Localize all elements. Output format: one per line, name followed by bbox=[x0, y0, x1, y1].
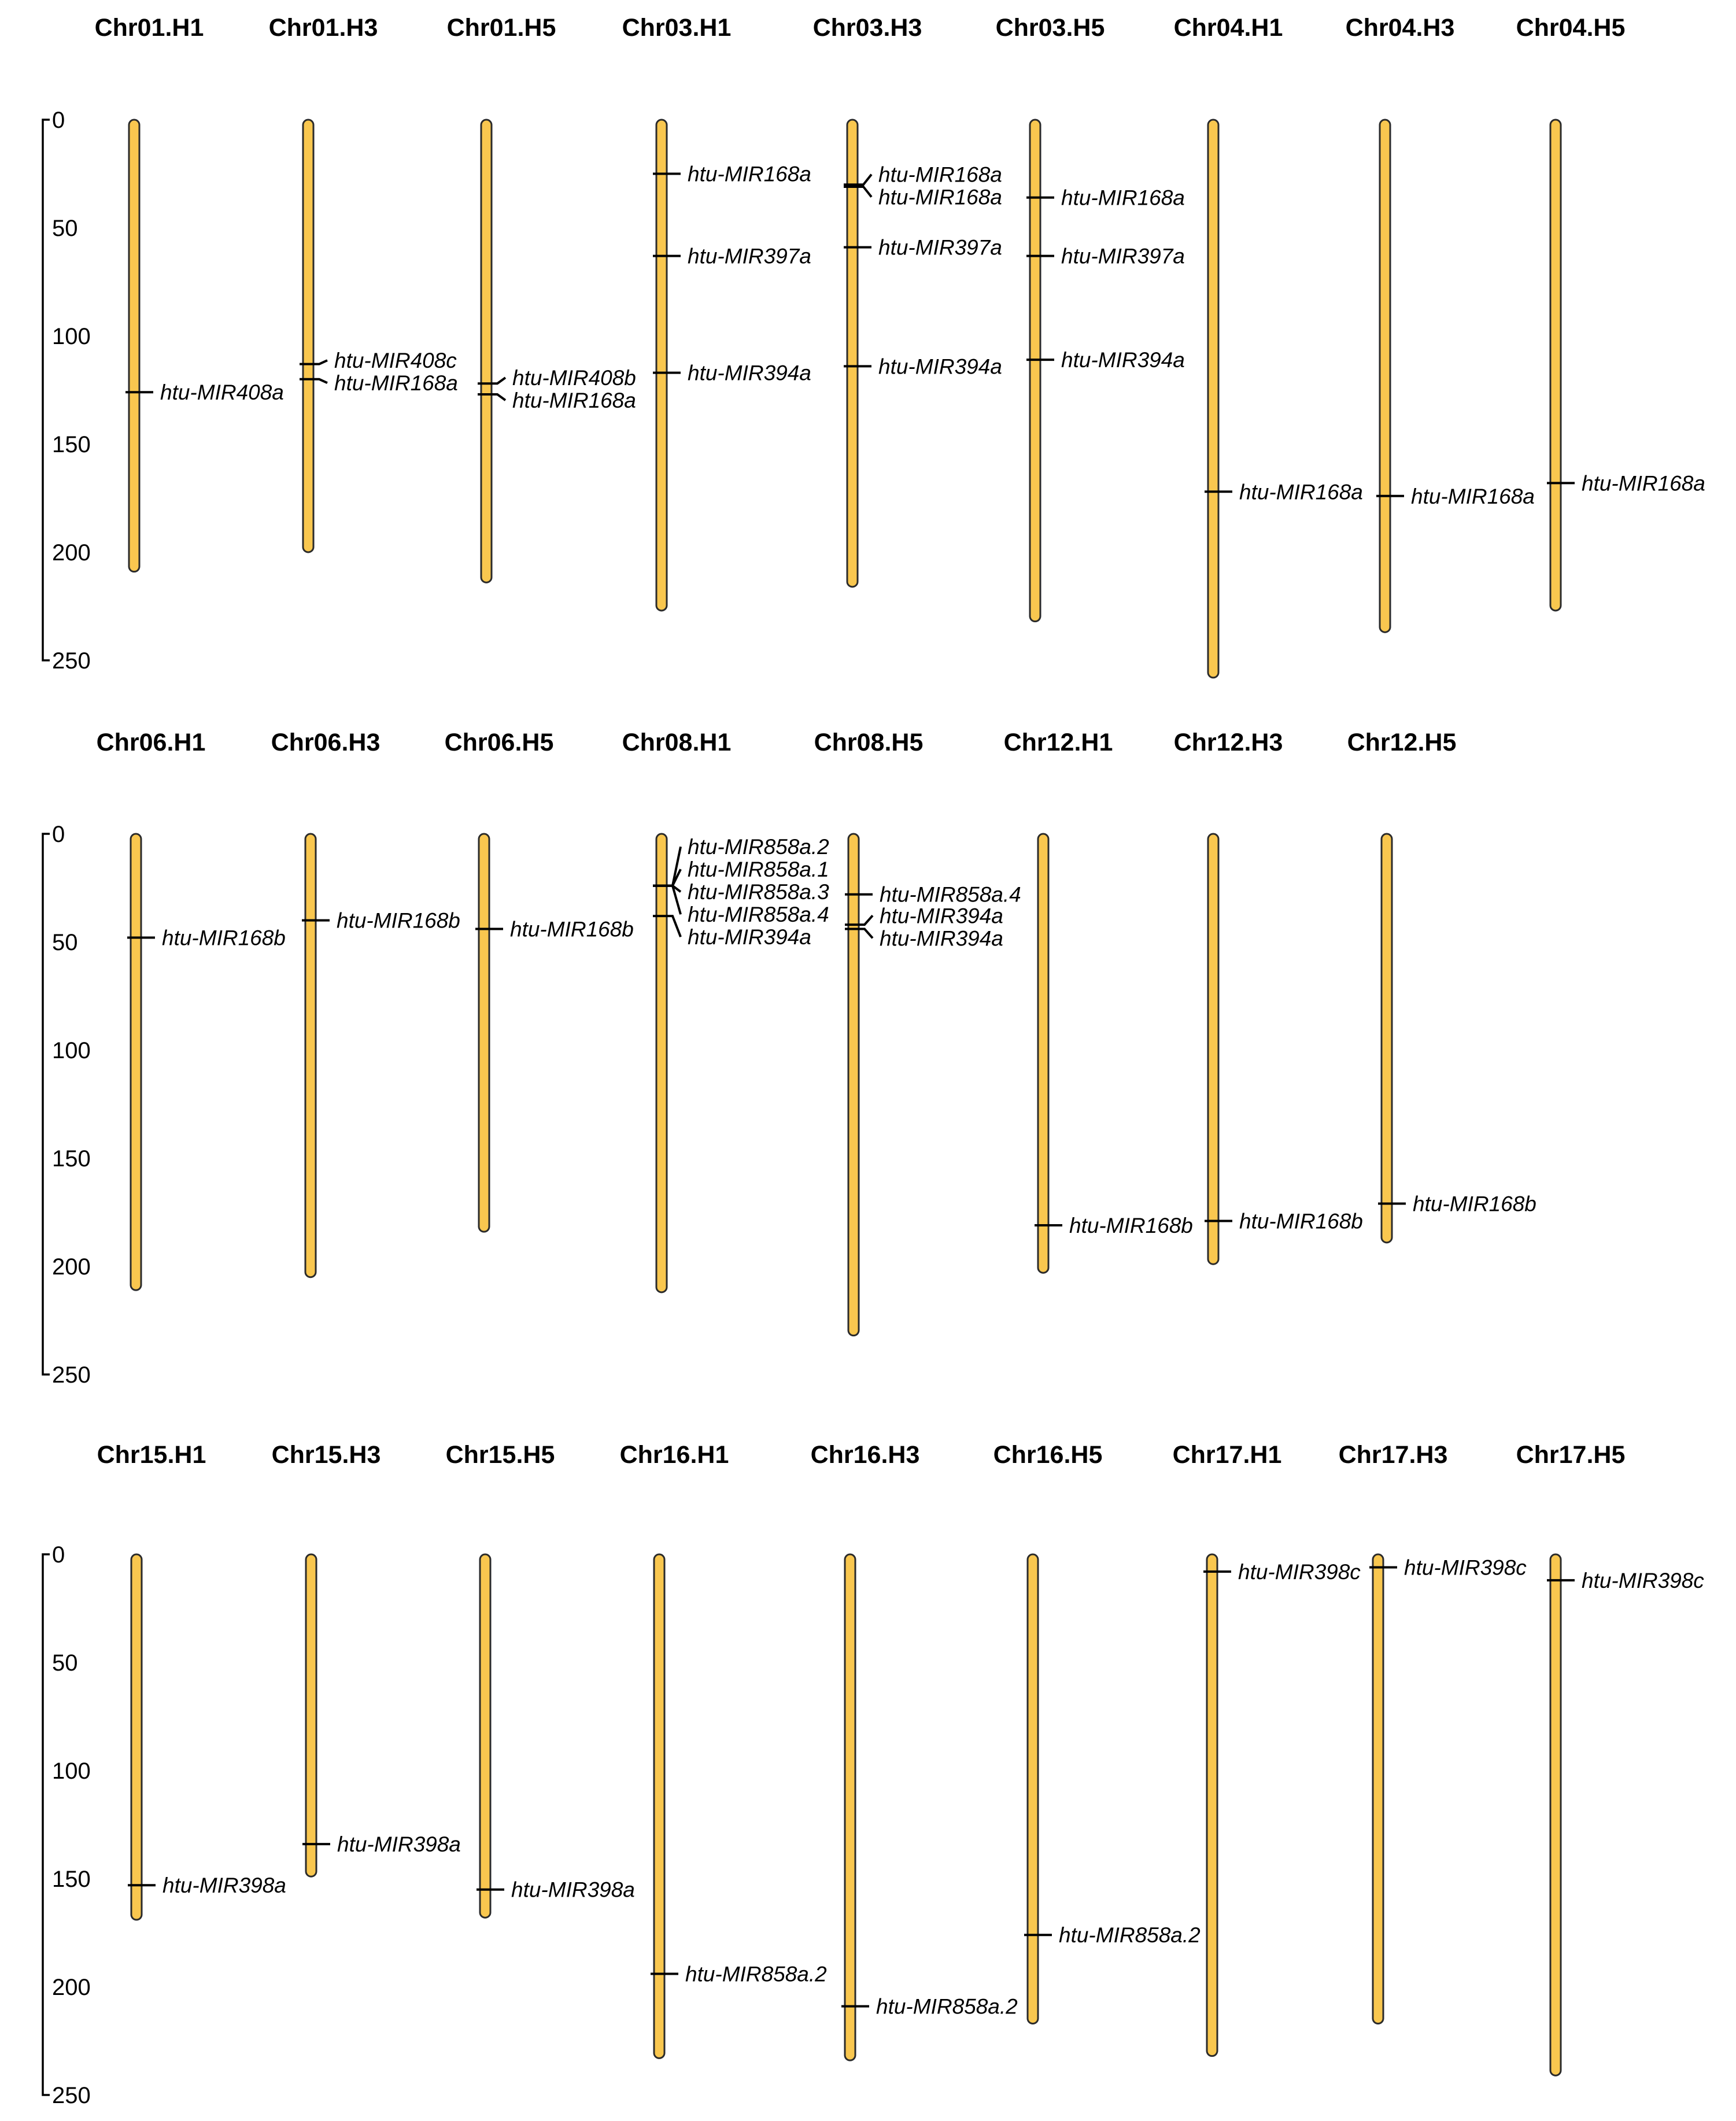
chromosome-Chr06.H1 bbox=[97, 729, 286, 1290]
chromosome-title: Chr15.H3 bbox=[271, 1441, 381, 1469]
chromosome-title: Chr15.H5 bbox=[445, 1441, 555, 1469]
chromosome-bar bbox=[1208, 120, 1218, 678]
chromosome-Chr15.H5 bbox=[446, 1441, 635, 1917]
gene-label: htu-MIR168a bbox=[688, 162, 811, 186]
chromosome-bar bbox=[306, 1554, 316, 1876]
chromosome-bar bbox=[847, 120, 858, 587]
gene-label: htu-MIR397a bbox=[878, 235, 1002, 260]
gene-label: htu-MIR397a bbox=[1061, 244, 1185, 268]
gene-label: htu-MIR394a bbox=[688, 361, 811, 385]
chromosome-Chr12.H1 bbox=[1004, 729, 1193, 1273]
gene-label: htu-MIR858a.2 bbox=[1059, 1923, 1201, 1948]
chromosome-title: Chr12.H3 bbox=[1173, 729, 1283, 756]
y-axis-tick-label: 50 bbox=[52, 1650, 78, 1676]
gene-label: htu-MIR168a bbox=[334, 371, 458, 396]
chromosome-Chr16.H5 bbox=[993, 1441, 1201, 2024]
y-axis-tick-label: 200 bbox=[52, 540, 91, 566]
chromosome-Chr17.H5 bbox=[1516, 1441, 1705, 2075]
chromosome-Chr04.H1 bbox=[1174, 14, 1363, 678]
chromosome-bar bbox=[1207, 1554, 1217, 2056]
y-axis-tick-label: 50 bbox=[52, 216, 78, 241]
gene-label: htu-MIR398a bbox=[337, 1832, 461, 1857]
chromosome-Chr04.H3 bbox=[1346, 14, 1535, 632]
gene-label: htu-MIR398c bbox=[1238, 1560, 1361, 1584]
chromosome-bar bbox=[131, 834, 141, 1290]
gene-label: htu-MIR394a bbox=[880, 904, 1003, 928]
chromosome-bar bbox=[1028, 1554, 1038, 2024]
y-axis-tick-label: 150 bbox=[52, 1146, 91, 1172]
gene-label: htu-MIR394a bbox=[878, 354, 1002, 379]
y-axis-tick-label: 250 bbox=[52, 648, 91, 674]
chromosome-Chr12.H3 bbox=[1174, 729, 1363, 1264]
gene-label: htu-MIR168a bbox=[1061, 186, 1185, 210]
chromosome-Chr01.H1 bbox=[95, 14, 284, 572]
chromosome-title: Chr06.H1 bbox=[96, 729, 206, 756]
chromosome-title: Chr08.H5 bbox=[814, 729, 924, 756]
chromosome-bar bbox=[303, 120, 313, 552]
chromosome-title: Chr01.H5 bbox=[446, 14, 556, 42]
chromosome-title: Chr17.H1 bbox=[1172, 1441, 1282, 1469]
chromosome-title: Chr04.H5 bbox=[1516, 14, 1626, 42]
chromosome-title: Chr08.H1 bbox=[622, 729, 732, 756]
y-axis-line bbox=[43, 834, 50, 1374]
gene-label: htu-MIR408b bbox=[512, 366, 636, 390]
chromosome-Chr15.H1 bbox=[97, 1441, 286, 1920]
chromosome-Chr01.H3 bbox=[269, 14, 458, 552]
gene-label: htu-MIR398a bbox=[511, 1878, 635, 1902]
y-axis-tick-label: 50 bbox=[52, 930, 78, 955]
gene-label: htu-MIR168a bbox=[1411, 484, 1535, 508]
chromosome-Chr01.H5 bbox=[447, 14, 636, 582]
gene-label: htu-MIR168a bbox=[1239, 480, 1363, 504]
chromosome-title: Chr16.H3 bbox=[810, 1441, 920, 1469]
chromosome-bar bbox=[1373, 1554, 1383, 2024]
chromosome-bar bbox=[654, 1554, 664, 2058]
chromosome-Chr16.H1 bbox=[620, 1441, 828, 2058]
gene-label: htu-MIR858a.2 bbox=[876, 1994, 1018, 2019]
y-axis-line bbox=[43, 1554, 50, 2095]
chromosome-bar bbox=[656, 120, 667, 611]
gene-label: htu-MIR394a bbox=[1061, 348, 1185, 372]
y-axis-tick-label: 150 bbox=[52, 1867, 91, 1892]
y-axis-tick-label: 200 bbox=[52, 1975, 91, 2000]
y-axis-tick-label: 200 bbox=[52, 1254, 91, 1280]
y-axis-tick-label: 0 bbox=[52, 822, 65, 847]
chromosome-bar bbox=[129, 120, 139, 572]
chromosome-title: Chr17.H3 bbox=[1338, 1441, 1448, 1469]
chromosome-title: Chr04.H1 bbox=[1173, 14, 1283, 42]
chromosome-bar bbox=[1030, 120, 1040, 622]
gene-label: htu-MIR397a bbox=[688, 244, 811, 268]
gene-label: htu-MIR168b bbox=[337, 908, 460, 933]
chromosome-title: Chr01.H1 bbox=[94, 14, 204, 42]
gene-label: htu-MIR168a bbox=[878, 185, 1002, 209]
gene-label: htu-MIR858a.2 bbox=[685, 1962, 827, 1986]
chromosome-Chr06.H5 bbox=[445, 729, 634, 1232]
y-axis-tick-label: 150 bbox=[52, 432, 91, 457]
chromosome-bar bbox=[131, 1554, 142, 1920]
chromosome-Chr12.H5 bbox=[1347, 729, 1536, 1243]
gene-label: htu-MIR858a.1 bbox=[688, 858, 829, 882]
chromosome-Chr08.H1 bbox=[622, 729, 830, 1292]
gene-label: htu-MIR858a.2 bbox=[688, 835, 829, 859]
chromosome-bar bbox=[305, 834, 316, 1277]
chromosome-bar bbox=[656, 834, 667, 1292]
chromosome-title: Chr04.H3 bbox=[1345, 14, 1455, 42]
y-axis-tick-label: 0 bbox=[52, 108, 65, 133]
chromosome-bar bbox=[480, 1554, 490, 1917]
y-axis-line bbox=[43, 120, 50, 660]
chromosome-bar bbox=[848, 834, 859, 1336]
gene-label: htu-MIR398c bbox=[1404, 1555, 1527, 1580]
chromosome-bar bbox=[481, 120, 492, 582]
y-axis-tick-label: 0 bbox=[52, 1542, 65, 1568]
gene-label: htu-MIR168a bbox=[512, 389, 636, 413]
chromosome-bar bbox=[1550, 1554, 1561, 2075]
gene-label: htu-MIR398a bbox=[162, 1874, 286, 1898]
chromosome-Chr15.H3 bbox=[272, 1441, 461, 1876]
chromosome-bar bbox=[845, 1554, 855, 2060]
y-axis-tick-label: 250 bbox=[52, 2083, 91, 2108]
gene-label: htu-MIR168b bbox=[510, 917, 634, 941]
gene-label: htu-MIR858a.4 bbox=[880, 882, 1021, 907]
y-axis-tick-label: 100 bbox=[52, 1038, 91, 1063]
gene-label: htu-MIR168b bbox=[162, 926, 286, 950]
panel-1 bbox=[43, 14, 1705, 678]
gene-label: htu-MIR408a bbox=[160, 380, 284, 405]
gene-label: htu-MIR858a.4 bbox=[688, 903, 829, 927]
y-axis-tick-label: 100 bbox=[52, 324, 91, 349]
chromosome-Chr08.H5 bbox=[814, 729, 1021, 1336]
chromosome-bar bbox=[479, 834, 489, 1232]
chromosome-title: Chr03.H5 bbox=[995, 14, 1105, 42]
chromosome-Chr17.H1 bbox=[1173, 1441, 1361, 2056]
chromosome-title: Chr06.H5 bbox=[444, 729, 554, 756]
chromosome-Chr03.H3 bbox=[813, 14, 1002, 587]
chromosome-title: Chr03.H3 bbox=[812, 14, 922, 42]
gene-label: htu-MIR168a bbox=[878, 162, 1002, 187]
chromosome-title: Chr01.H3 bbox=[268, 14, 378, 42]
chromosome-Chr03.H1 bbox=[622, 14, 811, 611]
chromosome-title: Chr12.H1 bbox=[1003, 729, 1113, 756]
gene-label: htu-MIR168b bbox=[1413, 1192, 1536, 1216]
chromosome-title: Chr06.H3 bbox=[271, 729, 381, 756]
chromosome-Chr16.H3 bbox=[811, 1441, 1018, 2060]
chromosome-bar bbox=[1038, 834, 1048, 1273]
y-axis-tick-label: 250 bbox=[52, 1362, 91, 1388]
chromosome-Chr17.H3 bbox=[1339, 1441, 1527, 2024]
chromosome-title: Chr16.H5 bbox=[993, 1441, 1103, 1469]
chromosome-title: Chr03.H1 bbox=[622, 14, 732, 42]
gene-label: htu-MIR168a bbox=[1582, 471, 1705, 496]
chromosome-Chr04.H5 bbox=[1516, 14, 1705, 611]
gene-label: htu-MIR168b bbox=[1069, 1213, 1193, 1237]
chromosome-bar bbox=[1550, 120, 1561, 611]
chromosome-Chr03.H5 bbox=[996, 14, 1185, 622]
gene-label: htu-MIR394a bbox=[688, 925, 811, 949]
chromosome-title: Chr12.H5 bbox=[1347, 729, 1457, 756]
gene-label: htu-MIR168b bbox=[1239, 1209, 1363, 1233]
panel-2 bbox=[43, 729, 1536, 1388]
chromosome-title: Chr16.H1 bbox=[619, 1441, 729, 1469]
gene-label: htu-MIR408c bbox=[334, 349, 457, 373]
gene-label: htu-MIR858a.3 bbox=[688, 880, 829, 904]
chromosome-title: Chr15.H1 bbox=[97, 1441, 206, 1469]
chromosome-title: Chr17.H5 bbox=[1516, 1441, 1626, 1469]
y-axis-tick-label: 100 bbox=[52, 1758, 91, 1784]
gene-label: htu-MIR394a bbox=[880, 926, 1003, 951]
panel-3 bbox=[43, 1441, 1704, 2108]
chromosome-bar bbox=[1382, 834, 1392, 1243]
chromosome-Chr06.H3 bbox=[271, 729, 460, 1277]
gene-label: htu-MIR398c bbox=[1582, 1568, 1704, 1592]
chromosome-bar bbox=[1380, 120, 1390, 632]
chromosome-bar bbox=[1208, 834, 1218, 1264]
